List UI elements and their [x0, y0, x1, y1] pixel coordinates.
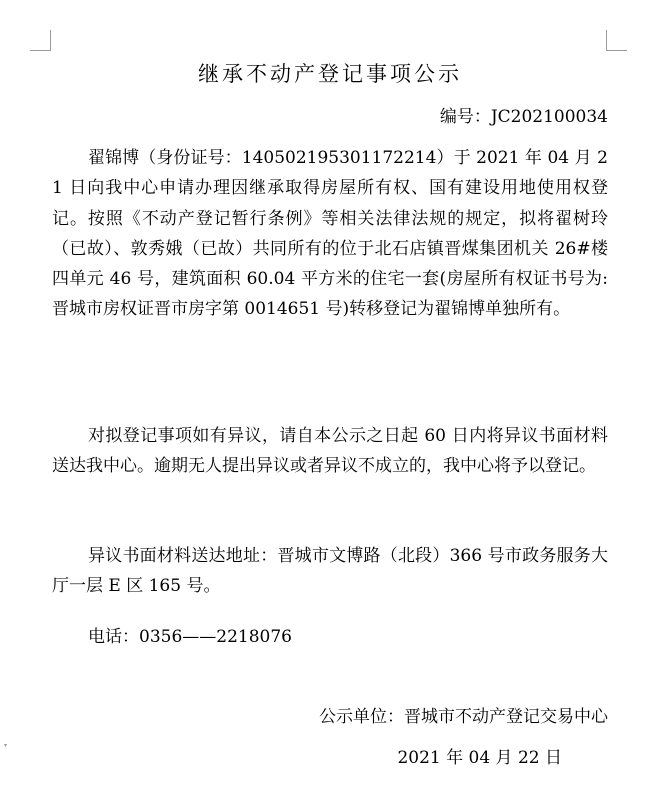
document-number: 编号：JC202100034 — [439, 107, 608, 127]
margin-marker: ▾ — [4, 742, 8, 749]
issue-date: 2021 年 04 月 22 日 — [397, 748, 562, 768]
crop-mark-top-left — [30, 30, 51, 51]
issuing-unit: 公示单位：晋城市不动产登记交易中心 — [319, 707, 608, 727]
document-title: 继承不动产登记事项公示 — [198, 62, 462, 86]
paragraph-application: 翟锦博（身份证号：140502195301172214）于 2021 年 04 月 21 日向我中心申请办理因继承取得房屋所有权、国有建设用地使用权登记。按照《不动产登记暂行条例》等相关法律法规的规定，拟将翟树玲（已故）、敦秀娥（已故）共同所有的位于北石店镇晋煤集团机关 26#楼四单元 46 号，建筑面积 60.04 平方米的住宅一套(房屋所有权证书号为:晋城市房权证晋市房字第 0014651 号)转移登记为翟锦博单独所有。 — [52, 148, 608, 320]
crop-mark-top-right — [606, 30, 627, 51]
paragraph-address: 异议书面材料送达地址：晋城市文博路（北段）366 号市政务服务大厅一层 E 区 165 号。 — [52, 546, 608, 597]
paragraph-objection-notice: 对拟登记事项如有异议，请自本公示之日起 60 日内将异议书面材料送达我中心。逾期无人提出异议或者异议不成立的，我中心将予以登记。 — [52, 426, 608, 477]
paragraph-phone: 电话：0356——2218076 — [88, 627, 292, 647]
